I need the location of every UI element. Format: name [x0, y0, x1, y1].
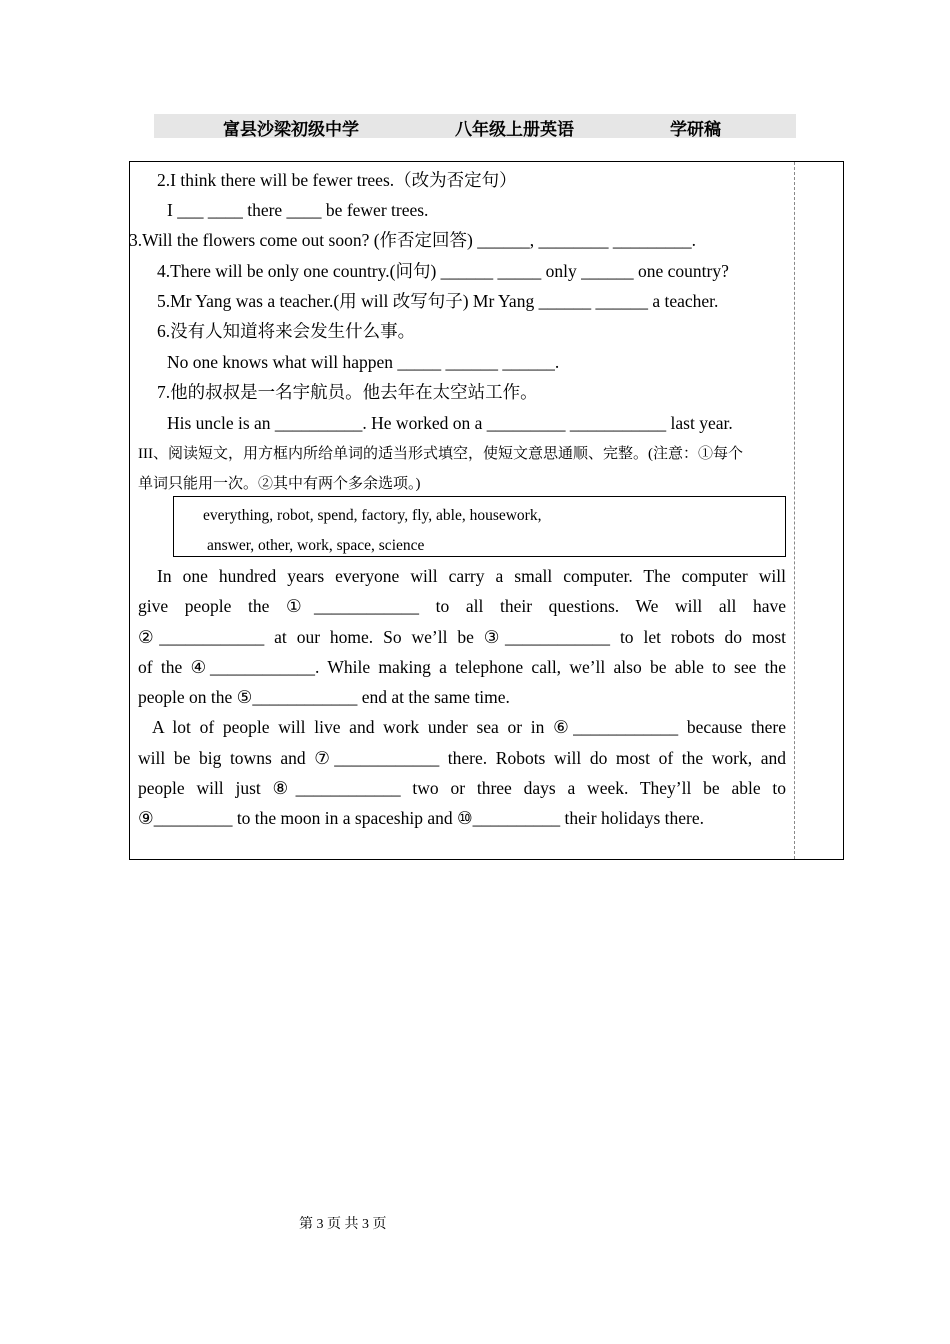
passage-line: will be big towns and ⑦____________ there. Robots will do most of the work, and [138, 748, 786, 768]
page-number: 第 3 页 共 3 页 [299, 1217, 387, 1232]
question-6-prompt: 6.没有人知道将来会发生什么事。 [157, 321, 416, 341]
document-type: 学研稿 [670, 120, 721, 140]
passage-line: of the ④____________. While making a telephone call, we’ll also be able to see the [138, 657, 786, 677]
word-box [173, 496, 786, 557]
passage-line: A lot of people will live and work under sea or in ⑥____________ because there [152, 717, 786, 737]
passage-line: ②____________ at our home. So we’ll be ③____________ to let robots do most [138, 627, 786, 647]
question-7-answer: His uncle is an __________. He worked on a _________ ___________ last year. [167, 413, 733, 433]
passage-line: give people the ①____________ to all their questions. We will all have [138, 596, 786, 616]
section3-instruction-line1: III、阅读短文，用方框内所给单词的适当形式填空，使短文意思通顺、完整。(注意：①每个 [138, 446, 743, 462]
question-6-answer: No one knows what will happen _____ ______ ______. [167, 352, 560, 372]
question-2-prompt: 2.I think there will be fewer trees.（改为否定句） [157, 170, 517, 190]
school-name: 富县沙梁初级中学 [223, 120, 359, 140]
question-2-answer: I ___ ____ there ____ be fewer trees. [167, 200, 429, 220]
passage-line: people on the ⑤____________ end at the same time. [138, 687, 510, 707]
header-bar [154, 114, 796, 138]
question-7-prompt: 7.他的叔叔是一名宇航员。他去年在太空站工作。 [157, 382, 538, 402]
section3-instruction-line2: 单词只能用一次。②其中有两个多余选项。) [138, 476, 421, 492]
passage-line: ⑨_________ to the moon in a spaceship and ⑩__________ their holidays there. [138, 808, 705, 828]
passage-line: In one hundred years everyone will carry a small computer. The computer will [157, 566, 786, 586]
question-4: 4.There will be only one country.(问句) ______ _____ only ______ one country? [157, 261, 729, 281]
side-column-divider [794, 162, 795, 859]
passage-line: people will just ⑧____________ two or three days a week. They’ll be able to [138, 778, 786, 798]
question-5: 5.Mr Yang was a teacher.(用 will 改写句子) Mr Yang ______ ______ a teacher. [157, 291, 719, 311]
word-box-line2: answer, other, work, space, science [207, 537, 425, 554]
course-name: 八年级上册英语 [455, 120, 574, 140]
word-box-line1: everything, robot, spend, factory, fly, able, housework, [203, 507, 542, 524]
question-3: 3.Will the flowers come out soon? (作否定回答) ______, ________ _________. [129, 230, 697, 250]
